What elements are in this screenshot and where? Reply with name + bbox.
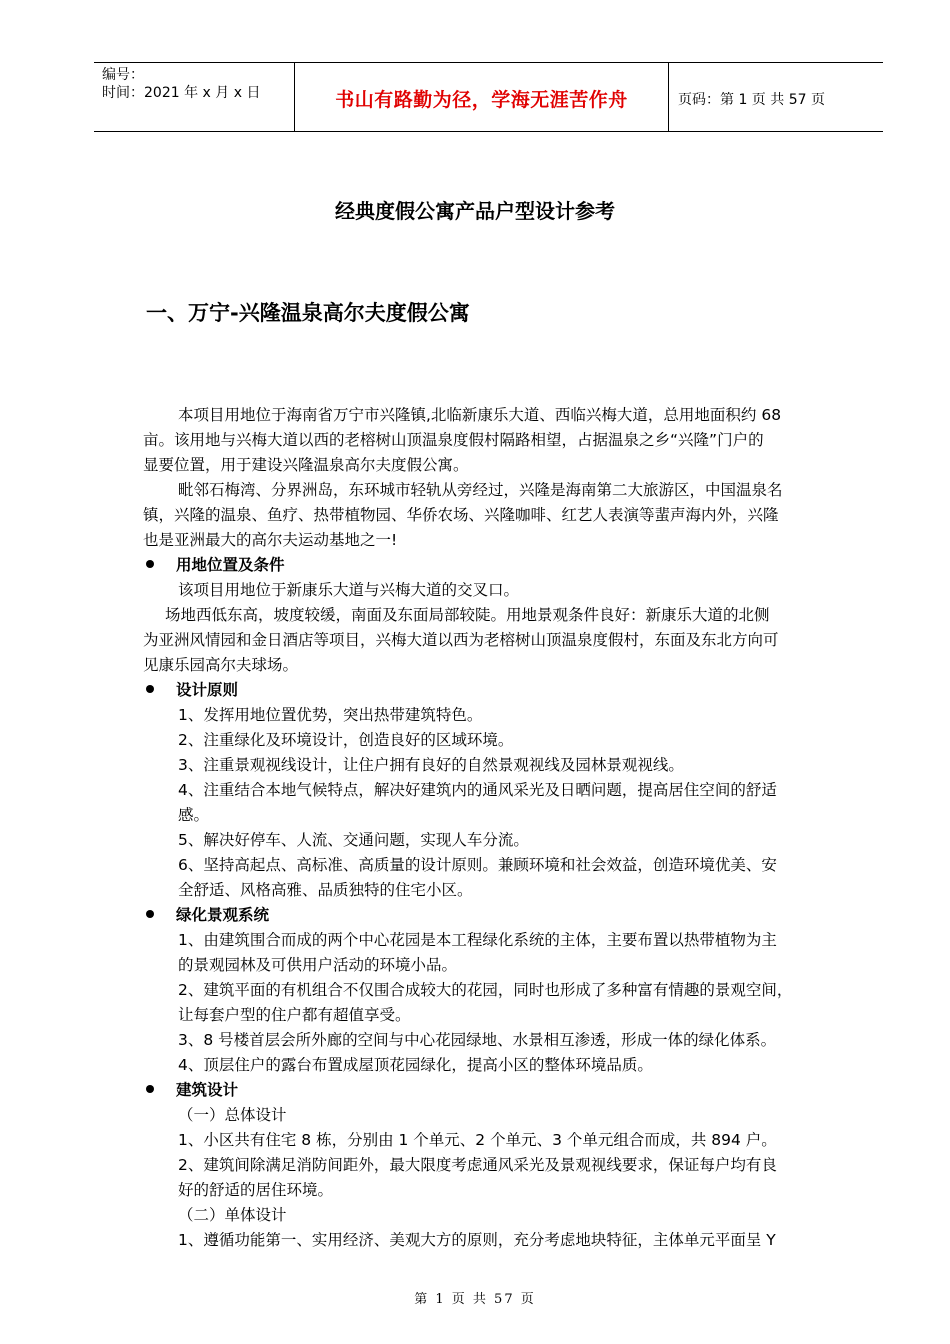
bullet-principles <box>146 678 238 703</box>
bullet-title: 绿化景观系统 <box>176 906 270 924</box>
principle-line: 6、坚持高起点、高标准、高质量的设计原则。兼顾环境和社会效益，创造环境优美、安 <box>178 856 777 874</box>
intro-line: 本项目用地位于海南省万宁市兴隆镇,北临新康乐大道、西临兴梅大道，总用地面积约 68 <box>178 406 782 424</box>
architecture-line: 1、小区共有住宅 8 栋，分别由 1 个单元、2 个单元、3 个单元组合而成，共 894 户。 <box>178 1131 777 1149</box>
page-header <box>94 62 883 132</box>
site-line: 见康乐园高尔夫球场。 <box>143 656 299 674</box>
header-page-cell <box>668 63 883 131</box>
header-motto-cell <box>294 63 669 131</box>
principle-line: 全舒适、风格高雅、品质独特的住宅小区。 <box>178 881 473 899</box>
intro-line: 镇，兴隆的温泉、鱼疗、热带植物园、华侨农场、兴隆咖啡、红艺人表演等蜚声海内外，兴隆 <box>143 506 779 524</box>
bullet-title: 设计原则 <box>176 681 239 699</box>
bullet-architecture <box>146 1078 238 1103</box>
bullet-title: 用地位置及条件 <box>176 556 285 574</box>
page-info: 页码：第 1 页 共 57 页 <box>678 92 825 108</box>
bullet-icon <box>146 1085 154 1093</box>
intro-line: 显要位置，用于建设兴隆温泉高尔夫度假公寓。 <box>143 456 469 474</box>
principle-line: 1、发挥用地位置优势，突出热带建筑特色。 <box>178 706 483 724</box>
number-label: 编号： <box>102 67 144 83</box>
architecture-line: 好的舒适的居住环境。 <box>178 1181 334 1199</box>
intro-line: 毗邻石梅湾、分界洲岛，东环城市轻轨从旁经过，兴隆是海南第二大旅游区，中国温泉名 <box>178 481 783 499</box>
architecture-line: 2、建筑间除满足消防间距外，最大限度考虑通风采光及景观视线要求，保证每户均有良 <box>178 1156 777 1174</box>
principle-line: 3、注重景观视线设计，让住户拥有良好的自然景观视线及园林景观视线。 <box>178 756 684 774</box>
landscape-line: 1、由建筑围合而成的两个中心花园是本工程绿化系统的主体，主要布置以热带植物为主 <box>178 931 777 949</box>
bullet-icon <box>146 685 154 693</box>
principle-line: 感。 <box>178 806 210 824</box>
motto: 书山有路勤为径，学海无涯苦作舟 <box>335 89 628 111</box>
bullet-title: 建筑设计 <box>176 1081 239 1099</box>
bullet-icon <box>146 560 154 568</box>
site-line: 为亚洲风情园和金日酒店等项目，兴梅大道以西为老榕树山顶温泉度假村，东面及东北方向可 <box>143 631 779 649</box>
bullet-site <box>146 553 285 578</box>
architecture-line: 1、遵循功能第一、实用经济、美观大方的原则，充分考虑地块特征，主体单元平面呈 Y <box>178 1231 776 1249</box>
document-title: 经典度假公寓产品户型设计参考 <box>335 199 615 223</box>
site-line: 该项目用地位于新康乐大道与兴梅大道的交叉口。 <box>178 581 520 599</box>
principle-line: 5、解决好停车、人流、交通问题，实现人车分流。 <box>178 831 529 849</box>
landscape-line: 让每套户型的住户都有超值享受。 <box>178 1006 411 1024</box>
landscape-line: 的景观园林及可供用户活动的环境小品。 <box>178 956 458 974</box>
landscape-line: 3、8 号楼首层会所外廊的空间与中心花园绿地、水景相互渗透，形成一体的绿化体系。 <box>178 1031 777 1049</box>
architecture-line: （一）总体设计 <box>178 1106 287 1124</box>
principle-line: 4、注重结合本地气候特点，解决好建筑内的通风采光及日晒问题，提高居住空间的舒适 <box>178 781 777 799</box>
header-meta <box>94 63 294 131</box>
section-heading: 一、万宁-兴隆温泉高尔夫度假公寓 <box>146 301 470 325</box>
time-label: 时间：2021 年 x 月 x 日 <box>102 85 261 101</box>
bullet-landscape <box>146 903 269 928</box>
intro-line: 亩。该用地与兴梅大道以西的老榕树山顶温泉度假村隔路相望，占据温泉之乡“兴隆”门户的 <box>143 431 764 449</box>
site-line: 场地西低东高，坡度较缓，南面及东面局部较陡。用地景观条件良好：新康乐大道的北侧 <box>165 606 770 624</box>
landscape-line: 2、建筑平面的有机组合不仅围合成较大的花园，同时也形成了多种富有情趣的景观空间， <box>178 981 793 999</box>
page-footer: 第 1 页 共 57 页 <box>414 1292 536 1307</box>
landscape-line: 4、顶层住户的露台布置成屋顶花园绿化，提高小区的整体环境品质。 <box>178 1056 653 1074</box>
intro-line: 也是亚洲最大的高尔夫运动基地之一! <box>143 531 398 549</box>
principle-line: 2、注重绿化及环境设计，创造良好的区域环境。 <box>178 731 514 749</box>
architecture-line: （二）单体设计 <box>178 1206 287 1224</box>
bullet-icon <box>146 910 154 918</box>
